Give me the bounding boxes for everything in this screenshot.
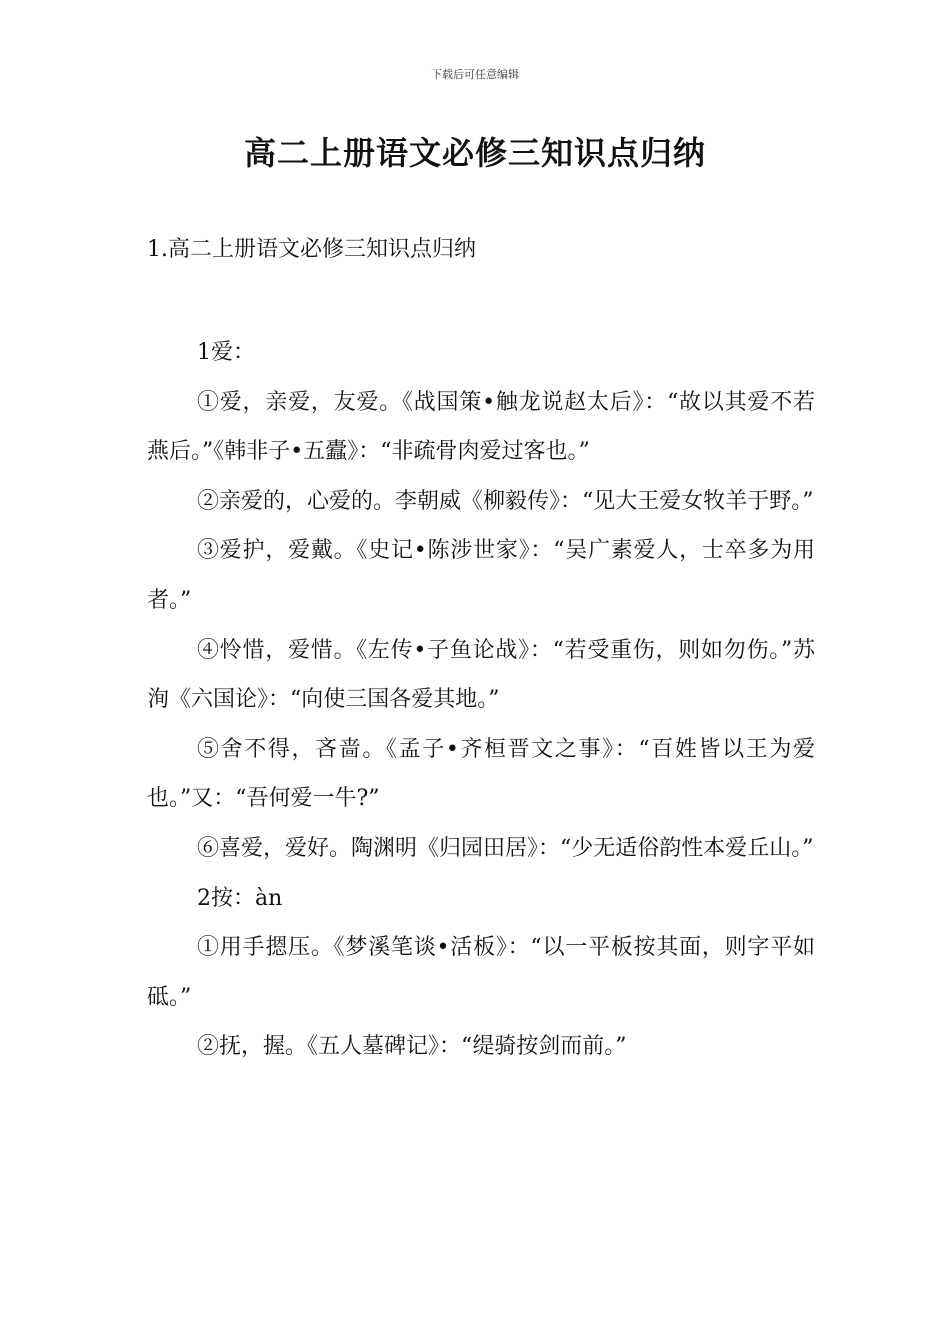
paragraph-ai-4: ④怜惜，爱惜。《左传•子鱼论战》：“若受重伤，则如勿伤。”苏洵《六国论》：“向使三国各爱其地。” xyxy=(147,637,815,713)
document-body xyxy=(147,328,815,1072)
paragraph-ai-5: ⑤舍不得，吝啬。《孟子•齐桓晋文之事》：“百姓皆以王为爱也。”又：“吾何爱一牛?” xyxy=(147,736,815,812)
paragraph-an-2: ②抚，握。《五人墓碑记》：“缇骑按剑而前。” xyxy=(197,1034,627,1060)
paragraph-an-1: ①用手摁压。《梦溪笔谈•活板》：“以一平板按其面，则字平如砥。” xyxy=(147,935,815,1010)
paragraph-ai-heading: 1爱： xyxy=(197,340,255,365)
paragraph-an-heading: 2按：àn xyxy=(197,885,283,911)
paragraph-ai-6: ⑥喜爱，爱好。陶渊明《归园田居》：“少无适俗韵性本爱丘山。” xyxy=(197,835,814,861)
section-heading: 1.高二上册语文必修三知识点归纳 xyxy=(147,237,476,262)
paragraph-ai-1: ①爱，亲爱，友爱。《战国策•触龙说赵太后》：“故以其爱不若燕后。”《韩非子•五蠹》：“非疏骨肉爱过客也。” xyxy=(147,389,815,465)
header-note: 下载后可任意编辑 xyxy=(431,68,519,81)
paragraph-ai-2: ②亲爱的，心爱的。李朝威《柳毅传》：“见大王爱女牧羊于野。” xyxy=(197,488,814,514)
paragraph-ai-3: ③爱护，爱戴。《史记•陈涉世家》：“吴广素爱人，士卒多为用者。” xyxy=(147,538,815,613)
document-title: 高二上册语文必修三知识点归纳 xyxy=(243,134,706,172)
